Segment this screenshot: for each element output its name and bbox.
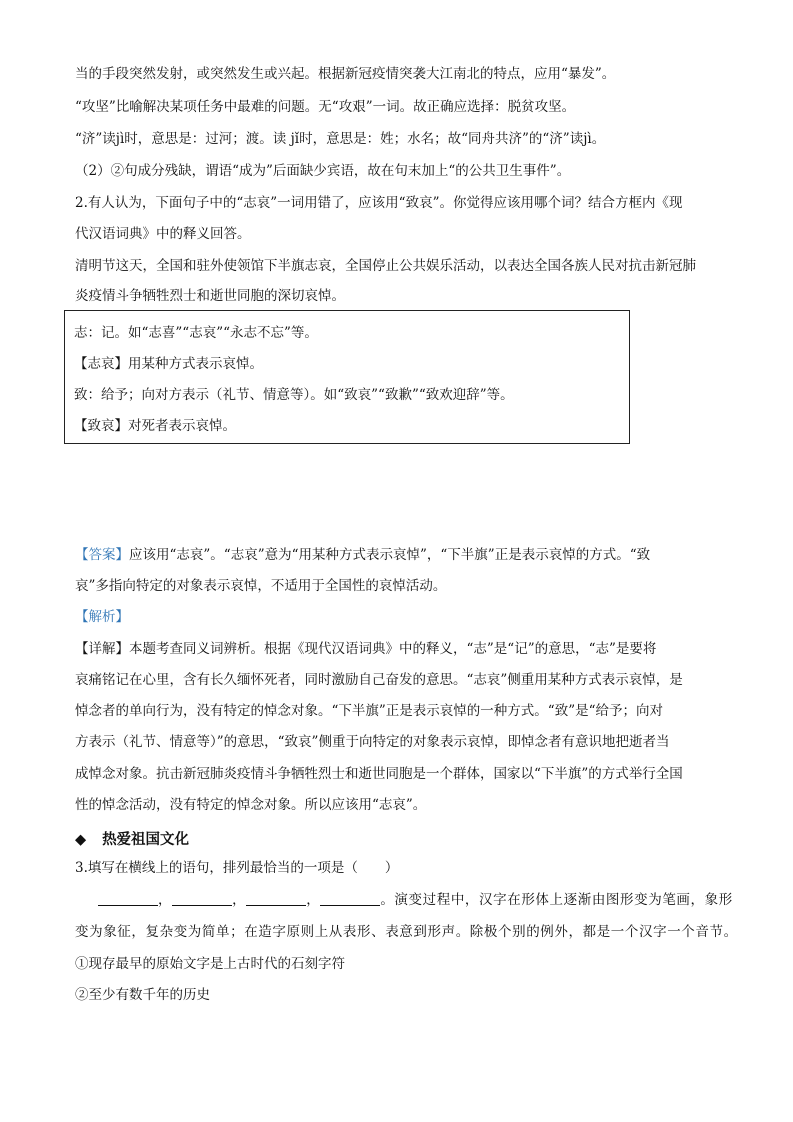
analysis-tag: 【解析】 <box>75 609 129 625</box>
definition-zhiai-1: 【志哀】用某种方式表示哀悼。 <box>74 356 263 372</box>
answer-line-1 <box>75 545 650 565</box>
q3-passage-line-1 <box>98 890 733 910</box>
definition-zhi-give: 致：给予；向对方表示（礼节、情意等）。如“致哀”“致歉”“致欢迎辞”等。 <box>74 387 514 403</box>
fill-blank-1[interactable] <box>98 891 158 906</box>
q3-passage-line-2: 变为象征，复杂变为简单；在造字原则上从表形、表意到形声。除极个别的例外，都是一个汉字一个音节。 <box>75 924 738 940</box>
q2-stem-line-2: 代汉语词典》中的释义回答。 <box>75 226 251 242</box>
answer-line-2: 哀”多指向特定的对象表示哀悼，不适用于全国性的哀悼活动。 <box>75 578 447 594</box>
comma-2: ， <box>232 892 247 908</box>
q2-sentence-line-1: 清明节这天，全国和驻外使领馆下半旗志哀，全国停止公共娱乐活动，以表达全国各族人民对抗击新冠肺 <box>75 258 696 274</box>
q1-analysis-line-1: 当的手段突然发射，或突然发生或兴起。根据新冠疫情突袭大江南北的特点，应用“暴发”。 <box>75 66 616 82</box>
fill-blank-3[interactable] <box>246 891 306 906</box>
comma-3: ， <box>306 892 321 908</box>
q2-sentence-line-2: 炎疫情斗争牺牲烈士和逝世同胞的深切哀悼。 <box>75 288 345 304</box>
q3-stem: 3.填写在横线上的语句，排列最恰当的一项是（ ） <box>75 860 399 876</box>
fill-blank-2[interactable] <box>172 891 232 906</box>
fill-blank-4[interactable] <box>320 891 380 906</box>
q3-option-1: ①现存最早的原始文字是上古时代的石刻字符 <box>75 956 345 972</box>
detail-line-2: 哀痛铭记在心里，含有长久缅怀死者，同时激励自己奋发的意思。“志哀”侧重用某种方式表示哀悼，是 <box>75 672 683 688</box>
q1-analysis-line-4: （2）②句成分残缺，谓语“成为”后面缺少宾语，故在句末加上“的公共卫生事件”。 <box>75 163 571 179</box>
comma-1: ， <box>158 892 173 908</box>
dictionary-definition-box <box>64 310 630 444</box>
answer-text-1: 应该用“志哀”。“志哀”意为“用某种方式表示哀悼”，“下半旗”正是表示哀悼的方式。“致 <box>129 547 651 563</box>
answer-tag: 【答案】 <box>75 547 129 563</box>
q3-option-2: ②至少有数千年的历史 <box>75 987 210 1003</box>
detail-line-5: 成悼念对象。抗击新冠肺炎疫情斗争牺牲烈士和逝世同胞是一个群体，国家以“下半旗”的方式举行全国 <box>75 766 683 782</box>
definition-zhiai-2: 【致哀】对死者表示哀悼。 <box>74 418 236 434</box>
definition-zhi: 志：记。如“志喜”“志哀”“永志不忘”等。 <box>74 325 318 341</box>
detail-line-3: 悼念者的单向行为，没有特定的悼念对象。“下半旗”正是表示哀悼的一种方式。“致”是“给予；向对 <box>75 703 664 719</box>
section-heading <box>75 828 189 849</box>
detail-line-1: 【详解】本题考查同义词辨析。根据《现代汉语词典》中的释义，“志”是“记”的意思，“志”是要将 <box>75 641 657 657</box>
q2-stem-line-1: 2.有人认为，下面句子中的“志哀”一词用错了，应该用“致哀”。你觉得应该用哪个词？结合方框内《现 <box>75 195 683 211</box>
q1-analysis-line-2: “攻坚”比喻解决某项任务中最难的问题。无“攻艰”一词。故正确应选择：脱贫攻坚。 <box>75 99 576 115</box>
detail-line-6: 性的悼念活动，没有特定的悼念对象。所以应该用“志哀”。 <box>75 797 427 813</box>
diamond-bullet-icon: ◆ <box>75 832 87 848</box>
detail-line-4: 方表示（礼节、情意等）”的意思，“致哀”侧重于向特定的对象表示哀悼，即悼念者有意识地把逝者当 <box>75 734 670 750</box>
q1-analysis-line-3: “济”读jì时，意思是：过河；渡。读 jǐ时，意思是：姓；水名；故“同舟共济”的“济”读jì。 <box>75 131 606 147</box>
q3-passage-text-1: 。演变过程中，汉字在形体上逐渐由图形变为笔画，象形 <box>380 892 733 908</box>
section-title: 热爱祖国文化 <box>102 832 190 848</box>
